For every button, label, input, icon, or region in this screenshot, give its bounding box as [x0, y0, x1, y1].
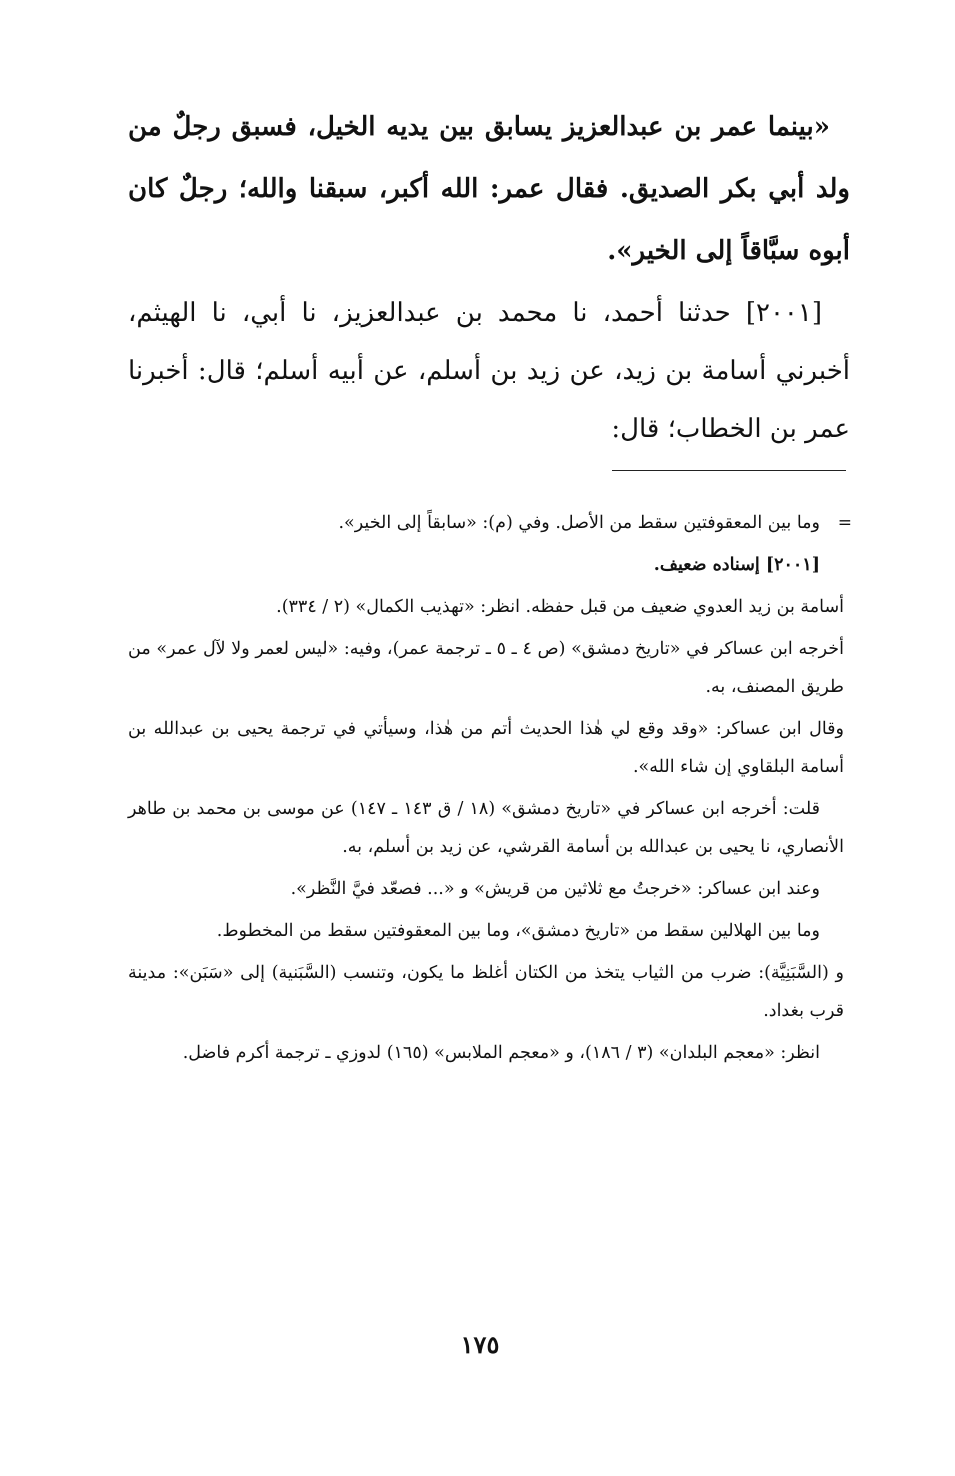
footnote-item: و (السَّبَنِيَّة): ضرب من الثياب يتخذ من الكتان أغلظ ما يكون، وتنسب (السَّبَنية) إلى «سَبَن»: مدينة قرب بغداد. — [128, 963, 844, 1021]
main-text — [128, 96, 850, 458]
footnote-item: وما بين المعقوفتين سقط من الأصل. وفي (م): «سابقاً إلى الخير». — [338, 513, 820, 533]
continuation-mark: = — [837, 513, 852, 533]
page-number: ١٧٥ — [460, 1330, 500, 1359]
footnote-separator — [612, 470, 846, 471]
isnad-chain: [٢٠٠١] حدثنا أحمد، نا محمد بن عبدالعزيز، نا أبي، نا الهيثم، أخبرني أسامة بن زيد، عن زيد بن أسلم، عن أبيه أسلم؛ قال: أخبرنا عمر بن الخطاب؛ قال: — [128, 298, 850, 444]
footnote-item: وقال ابن عساكر: «وقد وقع لي هٰذا الحديث أتم من هٰذا، وسيأتي في ترجمة يحيى بن عبدالله بن أسامة البلقاوي إن شاء الله». — [128, 719, 844, 777]
footnote-heading: [٢٠٠١] إسناده ضعيف. — [653, 555, 820, 575]
footnote-item: وعند ابن عساكر: «خرجتُ مع ثلاثين من قريش» و «... فصعّد فيَّ النَّظر». — [290, 879, 820, 899]
footnote-item: أسامة بن زيد العدوي ضعيف من قبل حفظه. انظر: «تهذيب الكمال» (٢ / ٣٣٤). — [276, 597, 844, 617]
footnote-item: انظر: «معجم البلدان» (٣ / ١٨٦)، و «معجم الملابس» (١٦٥) لدوزي ـ ترجمة أكرم فاضل. — [182, 1043, 820, 1063]
hadith-quote: «بينما عمر بن عبدالعزيز يسابق بين يديه الخيل، فسبق رجلٌ من ولد أبي بكر الصديق. فقال عمر: الله أكبر، سبقنا والله؛ رجلٌ كان أبوه سبَّاقاً إلى الخير». — [128, 112, 850, 266]
footnote-item: قلت: أخرجه ابن عساكر في «تاريخ دمشق» (١٨ / ق ١٤٣ ـ ١٤٧) عن موسى بن محمد بن طاهر الأنصاري، نا يحيى بن عبدالله بن أسامة القرشي، عن زيد بن أسلم، به. — [128, 799, 844, 857]
footnote-item: أخرجه ابن عساكر في «تاريخ دمشق» (ص ٤ ـ ٥ ـ ترجمة عمر)، وفيه: «ليس لعمر ولا لآل عمر» من طريق المصنف، به. — [128, 639, 844, 697]
footnotes — [128, 504, 852, 1076]
footnote-item: وما بين الهلالين سقط من «تاريخ دمشق»، وما بين المعقوفتين سقط من المخطوط. — [216, 921, 820, 941]
